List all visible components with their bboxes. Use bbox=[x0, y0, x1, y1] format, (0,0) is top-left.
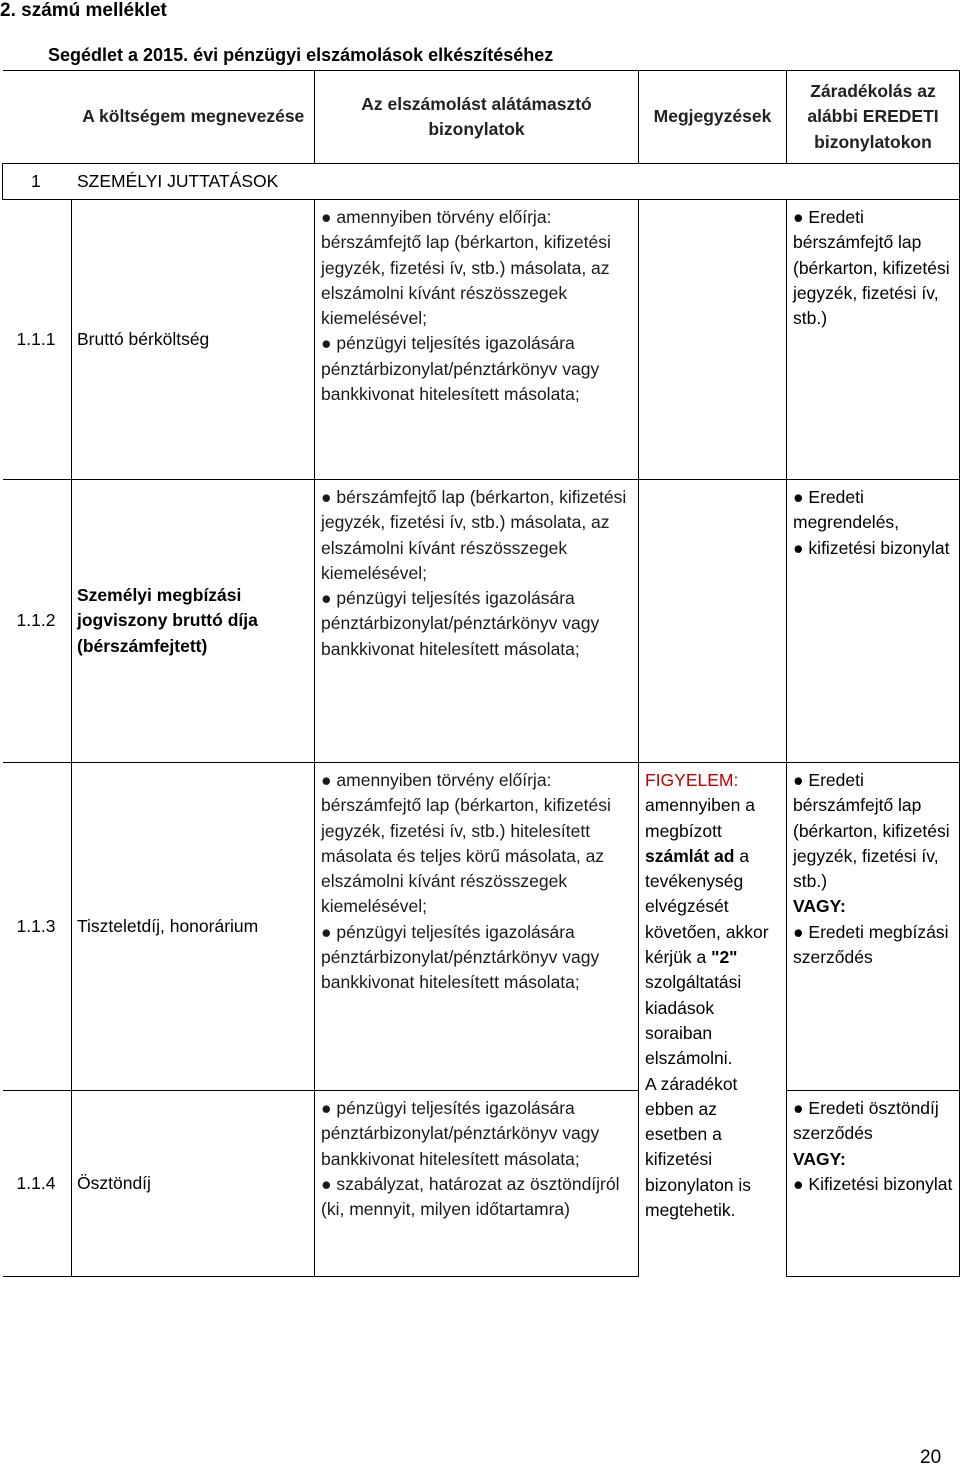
row-cost-name: Tiszteletdíj, honorárium bbox=[72, 763, 315, 1091]
doc-item: ● amennyiben törvény előírja: bérszámfejtő lap (bérkarton, kifizetési jegyzék, fizetési ív, stb.) másolata, az elszámolni kívánt részösszegek kiemelésével; bbox=[321, 207, 611, 329]
endorsement-item: ● Eredeti bérszámfejtő lap (bérkarton, kifizetési jegyzék, fizetési ív, stb.) bbox=[793, 207, 950, 329]
row-notes bbox=[639, 763, 787, 1277]
row-supporting-docs bbox=[315, 1091, 639, 1277]
header-supporting-docs: Az elszámolást alátámasztó bizonylatok bbox=[315, 71, 639, 164]
header-cost-name: A költségem megnevezése bbox=[3, 71, 315, 164]
row-endorsement bbox=[787, 1091, 960, 1277]
header-endorsement: Záradékolás az alábbi EREDETI bizonylatokon bbox=[787, 71, 960, 164]
endorsement-item: ● kifizetési bizonylat bbox=[793, 537, 950, 558]
section-row bbox=[3, 164, 960, 200]
document-subtitle: Segédlet a 2015. évi pénzügyi elszámolások elkészítéséhez bbox=[48, 45, 554, 65]
doc-item: ● pénzügyi teljesítés igazolására pénztárbizonylat/pénztárkönyv vagy bankkivonat hitelesített másolata; bbox=[321, 588, 600, 659]
doc-item: ● bérszámfejtő lap (bérkarton, kifizetési jegyzék, fizetési ív, stb.) másolata, az elszámolni kívánt részösszegek kiemelésével; bbox=[321, 487, 627, 583]
doc-item: ● pénzügyi teljesítés igazolására pénztárbizonylat/pénztárkönyv vagy bankkivonat hitelesített másolata; bbox=[321, 333, 600, 405]
row-endorsement bbox=[787, 200, 960, 480]
row-cost-name: Ösztöndíj bbox=[72, 1091, 315, 1277]
doc-item: ● pénzügyi teljesítés igazolására pénztárbizonylat/pénztárkönyv vagy bankkivonat hitelesített másolata; bbox=[321, 1098, 600, 1169]
row-supporting-docs bbox=[315, 200, 639, 480]
row-supporting-docs bbox=[315, 763, 639, 1091]
expense-documentation-table bbox=[2, 70, 960, 1277]
table-row bbox=[3, 200, 960, 480]
endorsement-item: ● Kifizetési bizonylat bbox=[793, 1173, 953, 1194]
row-supporting-docs bbox=[315, 480, 639, 763]
notes-warning: FIGYELEM: bbox=[645, 770, 739, 790]
notes-text: a tevékenység elvégzését követően, akkor kérjük a bbox=[645, 845, 769, 968]
notes-emphasis: "2" bbox=[711, 947, 738, 968]
table-row bbox=[3, 1091, 960, 1277]
notes-text: amennyiben a megbízott bbox=[645, 795, 755, 841]
endorsement-item: ● Eredeti megbízási szerződés bbox=[793, 921, 949, 968]
table-row bbox=[3, 763, 960, 1091]
header-notes: Megjegyzések bbox=[639, 71, 787, 164]
doc-item: ● pénzügyi teljesítés igazolására pénztárbizonylat/pénztárkönyv vagy bankkivonat hitelesített másolata; bbox=[321, 921, 600, 993]
table-row bbox=[3, 480, 960, 763]
endorsement-or: VAGY: bbox=[793, 1148, 846, 1169]
row-notes bbox=[639, 480, 787, 763]
table-header-row bbox=[3, 71, 960, 164]
row-code: 1.1.3 bbox=[3, 763, 72, 1091]
notes-emphasis: számlát ad bbox=[645, 845, 735, 866]
doc-item: ● amennyiben törvény előírja: bérszámfejtő lap (bérkarton, kifizetési jegyzék, fizetési ív, stb.) hitelesített másolata és teljes körű másolata, az elszámolni kívánt részösszegek kiemelésével; bbox=[321, 770, 611, 917]
notes-text: A záradékot ebben az esetben a kifizetési bizonylaton is megtehetik. bbox=[645, 1073, 752, 1221]
doc-item: ● szabályzat, határozat az ösztöndíjról (ki, mennyit, milyen időtartamra) bbox=[321, 1173, 620, 1220]
row-cost-name: Személyi megbízási jogviszony bruttó díja (bérszámfejtett) bbox=[72, 480, 315, 763]
section-number: 1 bbox=[31, 170, 41, 191]
page-number: 20 bbox=[920, 1447, 942, 1468]
notes-text: szolgáltatási kiadások soraiban elszámolni. bbox=[645, 972, 742, 1069]
endorsement-or: VAGY: bbox=[793, 896, 846, 917]
endorsement-item: ● Eredeti ösztöndíj szerződés bbox=[793, 1098, 939, 1144]
row-notes bbox=[639, 200, 787, 480]
row-code: 1.1.2 bbox=[3, 480, 72, 763]
row-endorsement bbox=[787, 480, 960, 763]
row-code: 1.1.1 bbox=[3, 200, 72, 480]
endorsement-item: ● Eredeti bérszámfejtő lap (bérkarton, kifizetési jegyzék, fizetési ív, stb.) bbox=[793, 770, 950, 892]
attachment-label: 2. számú melléklet bbox=[0, 0, 167, 21]
section-heading bbox=[3, 164, 960, 200]
row-endorsement bbox=[787, 763, 960, 1091]
row-cost-name: Bruttó bérköltség bbox=[72, 200, 315, 480]
section-title: SZEMÉLYI JUTTATÁSOK bbox=[77, 170, 279, 191]
row-code: 1.1.4 bbox=[3, 1091, 72, 1277]
endorsement-item: ● Eredeti megrendelés, bbox=[793, 487, 900, 533]
